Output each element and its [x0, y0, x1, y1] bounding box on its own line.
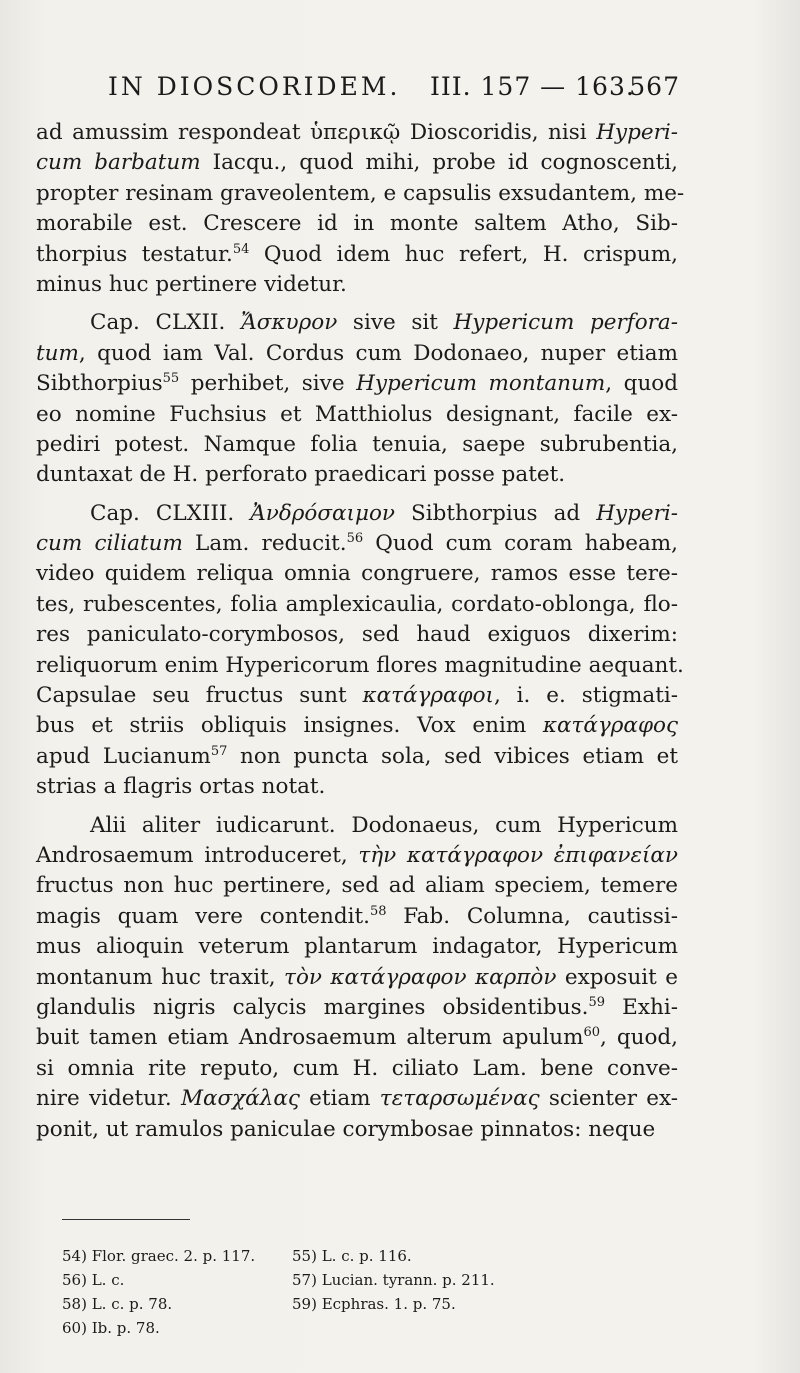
footnote-row — [62, 1268, 582, 1292]
text-line: video quidem reliqua omnia congruere, ramos esse tere- — [36, 561, 678, 587]
paragraph — [36, 308, 678, 490]
text-line: nire videtur. Μασχάλας etiam τεταρσωμένας scienter ex- — [36, 1086, 678, 1112]
page-number: 567 — [629, 72, 680, 101]
footnote: 54) Flor. graec. 2. p. 117. — [62, 1247, 256, 1265]
text-line: ponit, ut ramulos paniculae corymbosae pinnatos: neque — [36, 1116, 656, 1142]
text-line: duntaxat de H. perforato praedicari posse patet. — [36, 462, 566, 488]
running-title: IN DIOSCORIDEM. — [108, 72, 401, 101]
text-line: ad amussim respondeat ὑπερικῷ Dioscoridis, nisi Hyperi- — [36, 120, 678, 145]
text-line: pediri potest. Namque folia tenuia, saepe subrubentia, — [36, 431, 678, 457]
footnote-row — [62, 1316, 582, 1340]
text-line: Sibthorpius$^{55}$ perhibet, sive Hypericum montanum, quod — [36, 370, 678, 397]
text-line: si omnia rite reputo, cum H. ciliato Lam. bene conve- — [36, 1055, 678, 1081]
text-line: mus alioquin veterum plantarum indagator, Hypericum — [36, 934, 678, 960]
main-text — [36, 118, 685, 1145]
text-line: tum, quod iam Val. Cordus cum Dodonaeo, nuper etiam — [36, 340, 678, 366]
paragraph — [36, 118, 685, 300]
running-header — [108, 72, 680, 108]
text-line: cum barbatum Iacqu., quod mihi, probe id cognoscenti, — [36, 150, 678, 176]
text-line: Androsaemum introduceret, τὴν κατάγραφον ἐπιφανείαν — [36, 842, 678, 868]
footnote: 60) Ib. p. 78. — [62, 1319, 160, 1337]
text-line: magis quam vere contendit.$^{58}$ Fab. Columna, cautissi- — [36, 903, 678, 929]
section-range: III. 157 — 163. — [430, 72, 635, 101]
text-line: morabile est. Crescere id in monte saltem Atho, Sib- — [36, 211, 678, 237]
text-line: eo nomine Fuchsius et Matthiolus designant, facile ex- — [36, 401, 678, 427]
footnote-row — [62, 1292, 582, 1316]
text-line: Cap. CLXIII. Ἀνδρόσαιμον Sibthorpius ad Hyperi- — [90, 500, 678, 526]
text-line: Cap. CLXII. Ἄσκυρον sive sit Hypericum perfora- — [90, 310, 679, 336]
text-line: glandulis nigris calycis margines obsidentibus.$^{59}$ Exhi- — [36, 994, 678, 1020]
footnote: 58) L. c. p. 78. — [62, 1295, 173, 1313]
footnotes — [62, 1244, 582, 1340]
text-line: reliquorum enim Hypericorum flores magnitudine aequant. — [36, 652, 684, 678]
text-line: cum ciliatum Lam. reducit.$^{56}$ Quod cum coram habeam, — [36, 530, 678, 557]
footnote: 56) L. c. — [62, 1271, 125, 1289]
text-line: bus et striis obliquis insignes. Vox enim κατάγραφος — [36, 713, 678, 739]
text-line: res paniculato-corymbosos, sed haud exiguos dixerim: — [36, 622, 678, 648]
text-line: apud Lucianum$^{57}$ non puncta sola, sed vibices etiam et — [36, 743, 678, 769]
footnote: 59) Ecphras. 1. p. 75. — [292, 1295, 456, 1313]
text-line: strias a flagris ortas notat. — [36, 774, 326, 800]
text-line: propter resinam graveolentem, e capsulis exsudantem, me- — [36, 180, 685, 206]
footnote-rule — [62, 1219, 190, 1220]
text-line: thorpius testatur.$^{54}$ Quod idem huc refert, H. crispum, — [36, 241, 679, 267]
paragraph — [36, 499, 684, 803]
text-line: Alii aliter iudicarunt. Dodonaeus, cum Hypericum — [90, 812, 678, 838]
paragraph — [36, 811, 678, 1145]
footnote: 57) Lucian. tyrann. p. 211. — [292, 1271, 495, 1289]
text-line: buit tamen etiam Androsaemum alterum apulum$^{60}$, quod, — [36, 1025, 678, 1051]
text-line: fructus non huc pertinere, sed ad aliam speciem, temere — [36, 873, 678, 899]
footnote: 55) L. c. p. 116. — [292, 1247, 412, 1265]
text-line: montanum huc traxit, τὸν κατάγραφον καρπὸν exposuit e — [36, 964, 678, 990]
text-line: Capsulae seu fructus sunt κατάγραφοι, i. e. stigmati- — [36, 683, 678, 709]
footnote-row — [62, 1244, 582, 1268]
text-line: minus huc pertinere videtur. — [36, 271, 347, 297]
text-line: tes, rubescentes, folia amplexicaulia, cordato-oblonga, flo- — [36, 591, 678, 617]
